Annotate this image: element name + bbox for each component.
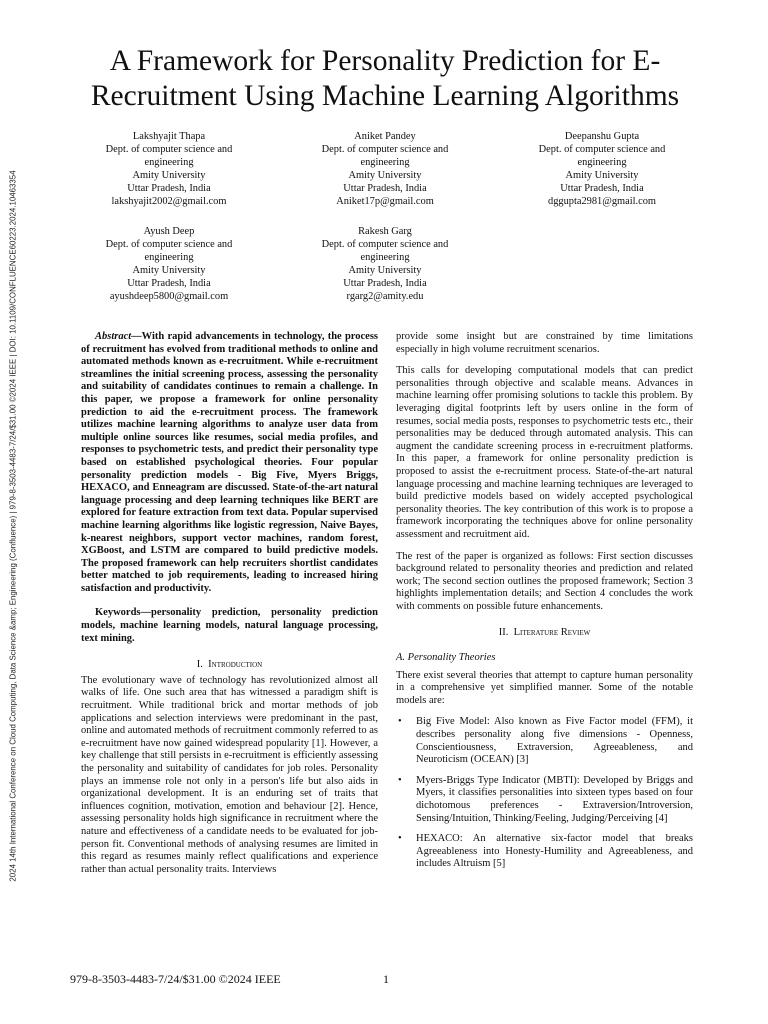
author-dept: engineering xyxy=(360,157,410,168)
author-location: Uttar Pradesh, India xyxy=(560,183,644,194)
author-university: Amity University xyxy=(565,170,639,181)
author-email: lakshyajit2002@gmail.com xyxy=(111,196,227,207)
list-item-text: Big Five Model: Also known as Five Factor model (FFM), it describes personality along five dimensions - Openness, Conscientiousness, Extraversion, Agreeableness, and Neuroticism (OCEAN) [3] xyxy=(416,716,693,766)
list-item xyxy=(396,775,693,825)
bullet-icon: • xyxy=(398,716,402,728)
keywords: Keywords—personality prediction, personality prediction models, machine learning models, natural language processing, text mining. xyxy=(81,607,378,644)
right-column xyxy=(396,331,693,871)
abstract-text: —With rapid advancements in technology, the process of recruitment has evolved from traditional methods to online and automated methods known as e-recruitment. While e-recruitment streamlines the initial screening process, assessing the personality and suitability of candidates continues to remain a challenge. In this paper, we propose a framework for online personality prediction to aid the e-recruitment process. The framework utilizes machine learning algorithms to analyze user data from multiple online sources like resumes, social media profiles, and responses to psychometric tests, and predict their personality type based on established psychological theories. Four popular personality prediction models - Big Five, Myers Briggs, HEXACO, and Enneagram are discussed. State-of-the-art natural language processing and deep learning techniques like BERT are explored for feature extraction from text data. Popular supervised machine learning algorithms like logistic regression, Naive Bayes, k-nearest neighbors, support vector machines, random forest, XGBoost, and LSTM are compared to build predictive models. The proposed framework can help recruiters shortlist candidates better matched to job requirements, leading to increased hiring satisfaction and productivity. xyxy=(81,331,378,594)
sidebar-citation xyxy=(6,86,20,966)
author-name: Aniket Pandey xyxy=(354,131,416,142)
section-number: I. xyxy=(196,659,203,671)
author-dept: engineering xyxy=(577,157,627,168)
author-block xyxy=(74,225,264,303)
paragraph: There exist several theories that attempt to capture human personality in a comprehensive yet simplified manner. Some of the notable models are: xyxy=(396,669,693,706)
author-dept: engineering xyxy=(144,157,194,168)
introduction-paragraph: The evolutionary wave of technology has revolutionized almost all walks of life. One such area that has witnessed a paradigm shift is recruitment. While traditional brick and mortar methods of job applications and selection interviews were predominant in the past, online and automated methods of recruitment commonly referred to as e-recruitment have now gained widespread popularity [1]. However, a key challenge that still persists in e-recruitment is efficiently assessing the personality and suitability of candidates for job roles. Personality plays an immense role not only in a person's life but also aids in organizational development. It is an enduring set of traits that influences cognition, motivation, emotion and behaviour [2]. Hence, assessing personality holds high significance in recruitment where the nature and effectiveness of a candidate needs to be evaluated for job-person fit. Conventional methods of analysing resumes are limited in this regard as resumes mainly reflect qualifications and experience rather than actual personality traits. Interviews xyxy=(81,674,378,875)
personality-model-list xyxy=(396,716,693,871)
subsection-heading: A. Personality Theories xyxy=(396,652,496,664)
author-location: Uttar Pradesh, India xyxy=(127,183,211,194)
author-email: dggupta2981@gmail.com xyxy=(548,196,656,207)
author-block xyxy=(290,130,480,208)
author-university: Amity University xyxy=(132,265,206,276)
author-university: Amity University xyxy=(348,265,422,276)
paragraph: The rest of the paper is organized as follows: First section discusses background related to personality theories and prediction and related work; The second section outlines the proposed framework; Section 3 highlights implementation details; and Section 4 concludes the work with comments on possible future enhancements. xyxy=(396,550,693,612)
author-university: Amity University xyxy=(348,170,422,181)
author-dept: Dept. of computer science and xyxy=(105,144,233,155)
paragraph: provide some insight but are constrained by time limitations especially in high volume recruitment scenarios. xyxy=(396,331,693,355)
author-dept: Dept. of computer science and xyxy=(538,144,666,155)
author-name: Rakesh Garg xyxy=(358,226,412,237)
page-number: 1 xyxy=(383,972,389,986)
paper-title: A Framework for Personality Prediction for E-Recruitment Using Machine Learning Algorithms xyxy=(90,45,680,112)
abstract xyxy=(81,331,378,595)
paragraph: This calls for developing computational models that can predict personalities through objective and scalable means. Advances in machine learning offer promising solutions to tackle this problem. By leveraging digital footprints left by users online in the form of resumes, social media posts, responses to psychometric tests etc., their personalities may be deduced through automated analysis. This can augment the candidate screening process in e-recruitment platforms. In this paper, a framework for online personality prediction is proposed to assist the e-recruitment process. State-of-the-art natural language processing and machine learning techniques are leveraged to build predictive models based on widely accepted psychological personality theories. The key contribution of this work is to propose a framework incorporating the techniques above for online personality assessment and recruitment aid. xyxy=(396,365,693,540)
abstract-label: Abstract xyxy=(95,331,132,342)
author-name: Ayush Deep xyxy=(143,226,195,237)
section-title: Introduction xyxy=(208,659,263,671)
section-number: II. xyxy=(498,627,509,639)
section-heading-literature-review xyxy=(396,627,693,640)
author-name: Deepanshu Gupta xyxy=(564,131,640,142)
author-university: Amity University xyxy=(132,170,206,181)
author-block xyxy=(290,225,480,303)
footer-isbn: 979-8-3503-4483-7/24/$31.00 ©2024 IEEE xyxy=(70,972,281,986)
author-dept: engineering xyxy=(144,252,194,263)
author-email: rgarg2@amity.edu xyxy=(346,291,424,302)
section-title: Literature Review xyxy=(513,627,591,639)
list-item xyxy=(396,716,693,766)
sidebar-citation-text: 2024 14th International Conference on Cloud Computing, Data Science &amp; Engineering (Confluence) | 979-8-3503-4483-7/24/$31.00 ©2024 IEEE | DOI: 10.1109/CONFLUENCE60223.2024.10463354 xyxy=(8,170,18,882)
section-heading-introduction xyxy=(81,659,378,672)
list-item-text: Myers-Briggs Type Indicator (MBTI): Developed by Briggs and Myers, it classifies personalities into sixteen types based on four dichotomous preferences - Extraversion/Introversion, Sensing/Intuition, Thinking/Feeling, Judging/Perceiving [4] xyxy=(416,774,693,824)
bullet-icon: • xyxy=(398,833,402,845)
author-location: Uttar Pradesh, India xyxy=(343,278,427,289)
author-email: Aniket17p@gmail.com xyxy=(336,196,434,207)
author-name: Lakshyajit Thapa xyxy=(132,131,206,142)
author-location: Uttar Pradesh, India xyxy=(127,278,211,289)
author-block xyxy=(507,130,697,208)
list-item-text: HEXACO: An alternative six-factor model that breaks Agreeableness into Honesty-Humility and Agreeableness, and includes Altruism [5] xyxy=(416,833,693,870)
left-column xyxy=(81,331,378,876)
author-location: Uttar Pradesh, India xyxy=(343,183,427,194)
list-item xyxy=(396,833,693,871)
author-dept: Dept. of computer science and xyxy=(105,239,233,250)
author-dept: Dept. of computer science and xyxy=(321,239,449,250)
author-dept: Dept. of computer science and xyxy=(321,144,449,155)
author-email: ayushdeep5800@gmail.com xyxy=(109,291,229,302)
author-block xyxy=(74,130,264,208)
bullet-icon: • xyxy=(398,774,402,786)
author-dept: engineering xyxy=(360,252,410,263)
